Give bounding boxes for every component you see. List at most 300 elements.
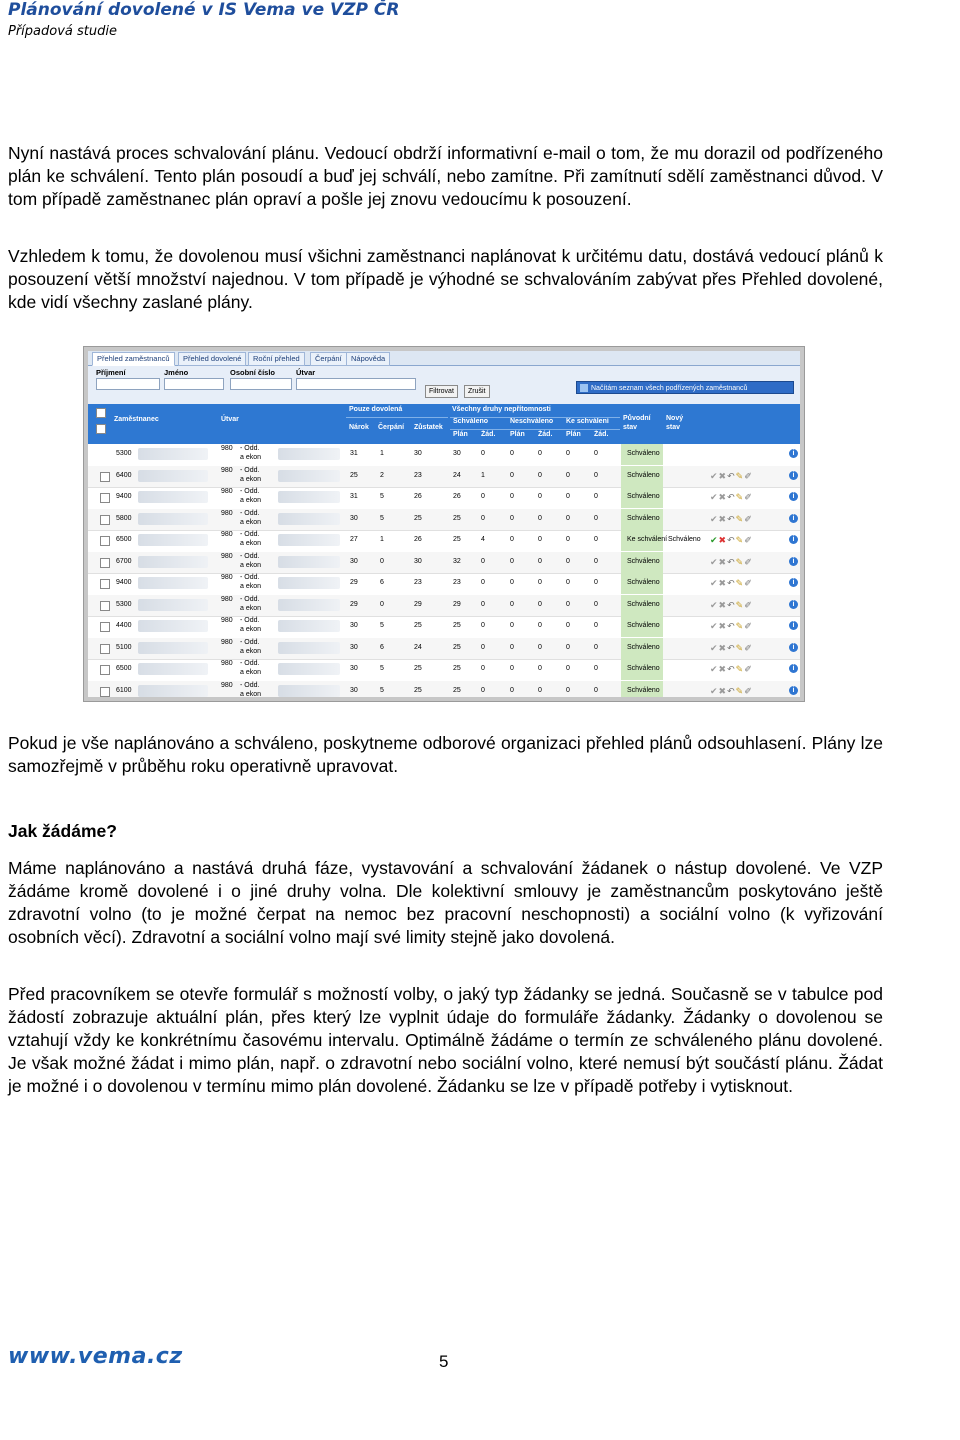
reject-icon[interactable]: ✖ — [718, 578, 728, 588]
value-cell: 25 — [414, 686, 422, 694]
unit-code: 980 — [221, 595, 233, 603]
tab-bar — [88, 351, 800, 366]
undo-icon[interactable]: ↶ — [727, 556, 736, 567]
row-checkbox[interactable] — [100, 515, 110, 525]
vema-logo: www.vema.cz — [8, 1344, 183, 1369]
value-cell: 26 — [414, 493, 422, 500]
row-actions — [710, 664, 753, 675]
employee-name-redacted — [138, 470, 208, 482]
reject-icon[interactable]: ✖ — [718, 492, 728, 502]
employee-name-redacted — [138, 663, 208, 675]
col-group-vsechny-druhy: Všechny druhy nepřítomnosti — [452, 406, 551, 413]
document-subtitle: Případová studie — [8, 24, 117, 39]
value-cell: 30 — [414, 557, 422, 565]
note-icon[interactable]: ✐ — [744, 578, 753, 588]
info-icon[interactable]: i — [789, 664, 798, 673]
col-zad-3: Žád. — [594, 431, 609, 438]
paragraph-union: Pokud je vše naplánováno a schváleno, poskytneme odborové organizaci přehled plánů odsouhlasení. Plány lze samozřejmě v průběhu roku operativně upravovat. — [8, 733, 883, 776]
original-status: Schváleno — [627, 600, 660, 608]
value-cell: 0 — [594, 665, 598, 672]
filter-label-prijmeni: Příjmení — [96, 368, 126, 377]
edit-icon[interactable]: ✎ — [735, 535, 745, 545]
filter-label-osobni-cislo: Osobní číslo — [230, 368, 276, 377]
row-checkbox[interactable] — [100, 687, 110, 697]
reject-icon[interactable]: ✖ — [718, 470, 728, 481]
undo-icon[interactable]: ↶ — [727, 664, 736, 674]
unit-name-redacted — [278, 685, 340, 697]
unit-suffix: - Odd. — [240, 617, 260, 624]
employee-name-redacted — [138, 491, 208, 503]
reject-icon[interactable]: ✖ — [718, 513, 728, 524]
value-cell: 0 — [481, 514, 485, 522]
unit-suffix-2: a ekon — [240, 604, 262, 612]
new-status: Schváleno — [668, 536, 701, 543]
approve-icon[interactable]: ✔ — [710, 664, 719, 674]
employee-id: 9400 — [116, 579, 132, 586]
filter-label-utvar: Útvar — [296, 368, 316, 377]
value-cell: 0 — [510, 579, 514, 586]
table-row[interactable] — [88, 552, 800, 575]
employee-name-redacted — [138, 448, 208, 460]
value-cell: 0 — [481, 450, 485, 457]
value-cell: 0 — [538, 471, 542, 479]
approve-icon[interactable]: ✔ — [710, 513, 719, 524]
row-checkbox[interactable] — [100, 579, 110, 589]
approve-icon[interactable]: ✔ — [710, 599, 719, 610]
info-icon[interactable]: i — [789, 621, 798, 630]
value-cell: 0 — [538, 600, 542, 608]
row-actions — [710, 535, 753, 546]
edit-icon[interactable]: ✎ — [735, 599, 745, 610]
tab-prehled-zamestnancu[interactable]: Přehled zaměstnanců — [92, 352, 175, 366]
value-cell: 0 — [566, 686, 570, 694]
employee-id: 6700 — [116, 557, 132, 565]
original-status: Schváleno — [627, 643, 660, 651]
note-icon[interactable]: ✐ — [744, 492, 753, 502]
info-icon[interactable]: i — [789, 471, 798, 480]
value-cell: 25 — [453, 514, 461, 522]
value-cell: 25 — [414, 622, 422, 629]
edit-icon[interactable]: ✎ — [735, 642, 745, 653]
value-cell: 0 — [594, 643, 598, 651]
reject-icon[interactable]: ✖ — [718, 642, 728, 653]
value-cell: 1 — [481, 471, 485, 479]
undo-icon[interactable]: ↶ — [727, 470, 736, 481]
employee-name-redacted — [138, 620, 208, 632]
value-cell: 0 — [594, 600, 598, 608]
col-plan-1: Plán — [453, 431, 468, 438]
unit-suffix-2: a ekon — [240, 454, 262, 461]
unit-code: 980 — [221, 552, 233, 560]
approve-icon[interactable]: ✔ — [710, 535, 719, 545]
load-all-button[interactable] — [576, 381, 794, 394]
unit-name-redacted — [278, 663, 340, 675]
undo-icon[interactable]: ↶ — [727, 535, 736, 545]
value-cell: 0 — [481, 665, 485, 672]
info-icon[interactable]: i — [789, 686, 798, 695]
row-checkbox[interactable] — [100, 472, 110, 482]
unit-code: 980 — [221, 445, 233, 452]
original-status: Schváleno — [627, 686, 660, 694]
table-row[interactable] — [88, 616, 800, 639]
tab-prehled-dovolene[interactable]: Přehled dovolené — [178, 352, 246, 366]
unit-suffix-2: a ekon — [240, 647, 262, 655]
edit-icon[interactable]: ✎ — [735, 492, 745, 502]
note-icon[interactable]: ✐ — [744, 556, 753, 567]
value-cell: 0 — [380, 600, 384, 608]
unit-suffix: - Odd. — [240, 595, 260, 603]
employee-id: 6100 — [116, 686, 132, 694]
value-cell: 2 — [380, 471, 384, 479]
info-icon[interactable]: i — [789, 514, 798, 523]
table-row[interactable] — [88, 530, 800, 553]
employee-name-redacted — [138, 642, 208, 654]
value-cell: 23 — [414, 471, 422, 479]
value-cell: 0 — [566, 579, 570, 586]
value-cell: 29 — [414, 600, 422, 608]
row-actions — [710, 686, 753, 697]
unit-suffix: - Odd. — [240, 531, 260, 538]
value-cell: 0 — [594, 536, 598, 543]
value-cell: 0 — [594, 579, 598, 586]
reject-icon[interactable]: ✖ — [718, 599, 728, 610]
value-cell: 0 — [538, 536, 542, 543]
unit-suffix-2: a ekon — [240, 669, 262, 676]
undo-icon[interactable]: ↶ — [727, 621, 736, 631]
value-cell: 0 — [594, 450, 598, 457]
undo-icon[interactable]: ↶ — [727, 642, 736, 653]
undo-icon[interactable]: ↶ — [727, 492, 736, 502]
unit-suffix: - Odd. — [240, 681, 260, 689]
col-puvodni-stav: Původní stav — [623, 415, 651, 431]
unit-name-redacted — [278, 620, 340, 632]
unit-suffix-2: a ekon — [240, 540, 262, 547]
col-cerpani: Čerpání — [378, 424, 405, 431]
table-row[interactable] — [88, 573, 800, 596]
unit-code: 980 — [221, 466, 233, 474]
value-cell: 0 — [510, 450, 514, 457]
value-cell: 0 — [380, 557, 384, 565]
unit-name-redacted — [278, 513, 340, 525]
paragraph-form: Před pracovníkem se otevře formulář s možností volby, o jaký typ žádanky se jedná. Současně se v tabulce pod žádostí zobrazuje aktuální plán, přes který lze vyplnit údaje do formuláře žádanky. Žádanky o dovolenou se vztahují vždy ke konkrétnímu časovému intervalu. Optimálně žádáme o termín ze schváleného plánu dovolené. Je však možné žádat i mimo plán, např. o zdravotní nebo sociální volno, které nemusí být součástí plánu. Žádat je možné i o dovolenou v termínu mimo plán dovolené. Žádanku se lze v případě potřeby i vytisknout. — [8, 984, 883, 1096]
paragraph-overview: Vzhledem k tomu, že dovolenou musí všichni zaměstnanci naplánovat k určitému datu, dostává vedoucí plánů k posouzení větší množství najednou. V tom případě je výhodné se schvalováním zabývat přes Přehled dovolené, kde vidí všechny zaslané plány. — [8, 246, 883, 312]
note-icon[interactable]: ✐ — [744, 685, 753, 696]
approve-icon[interactable]: ✔ — [710, 492, 719, 502]
table-row[interactable] — [88, 681, 800, 698]
unit-code: 980 — [221, 574, 233, 581]
original-status: Schváleno — [627, 557, 660, 565]
edit-icon[interactable]: ✎ — [735, 513, 745, 524]
edit-icon[interactable]: ✎ — [735, 664, 745, 674]
value-cell: 25 — [453, 686, 461, 694]
unit-suffix: - Odd. — [240, 660, 260, 667]
original-status: Schváleno — [627, 493, 660, 500]
unit-suffix-2: a ekon — [240, 690, 262, 697]
value-cell: 0 — [538, 493, 542, 500]
value-cell: 27 — [350, 536, 358, 543]
paragraph-approval: Nyní nastává proces schvalování plánu. Vedoucí obdrží informativní e-mail o tom, že mu dorazil od podřízeného plán ke schválení. Tento plán posoudí a buď jej schválí, nebo zamítne. Při zamítnutí sdělí zaměstnanci důvod. V tom případě zaměstnanec plán opraví a pošle jej znovu vedoucímu k posouzení. — [8, 143, 883, 209]
approve-icon[interactable]: ✔ — [710, 470, 719, 481]
info-icon[interactable]: i — [789, 600, 798, 609]
edit-icon[interactable]: ✎ — [735, 470, 745, 481]
value-cell: 0 — [510, 665, 514, 672]
note-icon[interactable]: ✐ — [744, 664, 753, 674]
value-cell: 32 — [453, 557, 461, 565]
unit-code: 980 — [221, 638, 233, 646]
row-actions — [710, 557, 753, 568]
col-plan-2: Plán — [510, 431, 525, 438]
note-icon[interactable]: ✐ — [744, 642, 753, 653]
value-cell: 0 — [510, 686, 514, 694]
employee-id: 5300 — [116, 600, 132, 608]
value-cell: 26 — [414, 536, 422, 543]
reset-button[interactable]: Zrušit — [464, 385, 490, 398]
value-cell: 0 — [510, 471, 514, 479]
col-zamestnanec[interactable]: Zaměstnanec — [114, 416, 159, 423]
reject-icon[interactable]: ✖ — [718, 556, 728, 567]
col-utvar[interactable]: Útvar — [221, 416, 239, 423]
original-status: Schváleno — [627, 514, 660, 522]
row-checkbox[interactable] — [100, 558, 110, 568]
value-cell: 0 — [538, 579, 542, 586]
page-number: 5 — [439, 1352, 449, 1371]
filter-input-osobni-cislo[interactable] — [230, 378, 292, 390]
info-icon[interactable]: i — [789, 643, 798, 652]
tab-cerpani[interactable]: Čerpání — [310, 352, 347, 366]
row-checkbox[interactable] — [100, 665, 110, 675]
filter-label-jmeno: Jméno — [164, 368, 189, 377]
col-zad-2: Žád. — [538, 431, 553, 438]
employee-id: 4400 — [116, 622, 132, 629]
tab-napoveda[interactable]: Nápověda — [346, 352, 390, 366]
original-status: Schváleno — [627, 665, 660, 672]
value-cell: 25 — [453, 643, 461, 651]
unit-name-redacted — [278, 556, 340, 568]
value-cell: 24 — [414, 643, 422, 651]
col-zad-1: Žád. — [481, 431, 496, 438]
unit-name-redacted — [278, 577, 340, 589]
value-cell: 0 — [594, 471, 598, 479]
value-cell: 0 — [510, 536, 514, 543]
col-group-pouze-dovolena: Pouze dovolená — [349, 406, 403, 413]
reject-icon[interactable]: ✖ — [718, 535, 728, 545]
value-cell: 6 — [380, 579, 384, 586]
info-icon[interactable]: i — [789, 535, 798, 544]
filter-input-prijmeni[interactable] — [96, 378, 160, 390]
value-cell: 25 — [453, 622, 461, 629]
value-cell: 30 — [414, 450, 422, 457]
employee-name-redacted — [138, 556, 208, 568]
section-heading: Jak žádáme? — [8, 821, 117, 841]
document-title: Plánování dovolené v IS Vema ve VZP ČR — [8, 0, 400, 20]
row-actions — [710, 492, 753, 503]
employee-id: 9400 — [116, 493, 132, 500]
unit-code: 980 — [221, 617, 233, 624]
value-cell: 0 — [481, 493, 485, 500]
list-icon — [580, 384, 588, 392]
unit-code: 980 — [221, 488, 233, 495]
unit-name-redacted — [278, 491, 340, 503]
filter-input-jmeno[interactable] — [164, 378, 224, 390]
value-cell: 25 — [414, 514, 422, 522]
note-icon[interactable]: ✐ — [744, 599, 753, 610]
unit-suffix: - Odd. — [240, 466, 260, 474]
value-cell: 31 — [350, 493, 358, 500]
table-row[interactable] — [88, 509, 800, 532]
table-row[interactable] — [88, 595, 800, 618]
edit-icon[interactable]: ✎ — [735, 578, 745, 588]
value-cell: 25 — [414, 665, 422, 672]
edit-icon[interactable]: ✎ — [735, 685, 745, 696]
info-icon[interactable]: i — [789, 578, 798, 587]
reject-icon[interactable]: ✖ — [718, 685, 728, 696]
value-cell: 0 — [481, 622, 485, 629]
select-all-checkbox[interactable] — [96, 408, 106, 418]
unit-suffix: - Odd. — [240, 574, 260, 581]
unit-suffix-2: a ekon — [240, 475, 262, 483]
value-cell: 0 — [510, 493, 514, 500]
value-cell: 30 — [350, 622, 358, 629]
deselect-checkbox[interactable] — [96, 424, 106, 434]
value-cell: 1 — [380, 450, 384, 457]
col-zustatek: Zůstatek — [414, 424, 443, 431]
table-row[interactable] — [88, 466, 800, 489]
value-cell: 24 — [453, 471, 461, 479]
value-cell: 0 — [566, 514, 570, 522]
undo-icon[interactable]: ↶ — [727, 578, 736, 588]
approve-icon[interactable]: ✔ — [710, 685, 719, 696]
info-icon[interactable]: i — [789, 557, 798, 566]
value-cell: 0 — [594, 493, 598, 500]
row-actions — [710, 600, 753, 611]
value-cell: 5 — [380, 493, 384, 500]
value-cell: 0 — [481, 686, 485, 694]
row-checkbox[interactable] — [100, 622, 110, 632]
row-checkbox[interactable] — [100, 644, 110, 654]
value-cell: 0 — [510, 643, 514, 651]
approve-icon[interactable]: ✔ — [710, 642, 719, 653]
unit-name-redacted — [278, 642, 340, 654]
load-all-label: Načítám seznam všech podřízených zaměstnanců — [591, 385, 748, 392]
value-cell: 25 — [453, 665, 461, 672]
value-cell: 29 — [453, 600, 461, 608]
employee-id: 6500 — [116, 665, 132, 672]
unit-name-redacted — [278, 599, 340, 611]
paragraph-requests: Máme naplánováno a nastává druhá fáze, vystavování a schvalování žádanek o nástup dovolené. Ve VZP žádáme kromě dovolené i o jiné druhy volna. Dle kolektivní smlouvy je zaměstnancům poskytováno ještě zdravotní volno (to je možné čerpat na nemoc bez pracovní neschopnosti) a sociální volno (k vyřizování osobních věcí). Zdravotní a sociální volno mají své limity stejně jako dovolená. — [8, 858, 883, 947]
value-cell: 0 — [566, 622, 570, 629]
note-icon[interactable]: ✐ — [744, 513, 753, 524]
value-cell: 0 — [538, 514, 542, 522]
table-header — [88, 404, 800, 444]
table-row[interactable] — [88, 638, 800, 661]
value-cell: 0 — [594, 622, 598, 629]
value-cell: 0 — [510, 600, 514, 608]
value-cell: 0 — [566, 536, 570, 543]
value-cell: 0 — [594, 686, 598, 694]
value-cell: 0 — [510, 514, 514, 522]
value-cell: 30 — [350, 665, 358, 672]
undo-icon[interactable]: ↶ — [727, 685, 736, 696]
info-icon[interactable]: i — [789, 449, 798, 458]
value-cell: 30 — [350, 686, 358, 694]
approve-icon[interactable]: ✔ — [710, 578, 719, 588]
value-cell: 0 — [566, 643, 570, 651]
unit-name-redacted — [278, 470, 340, 482]
row-checkbox[interactable] — [100, 493, 110, 503]
col-plan-3: Plán — [566, 431, 581, 438]
tab-rocni-prehled[interactable]: Roční přehled — [248, 352, 305, 366]
approve-icon[interactable]: ✔ — [710, 556, 719, 567]
unit-suffix: - Odd. — [240, 445, 260, 452]
value-cell: 0 — [566, 600, 570, 608]
value-cell: 0 — [566, 665, 570, 672]
unit-code: 980 — [221, 660, 233, 667]
reject-icon[interactable]: ✖ — [718, 621, 728, 631]
value-cell: 30 — [350, 643, 358, 651]
unit-code: 980 — [221, 681, 233, 689]
filter-select-utvar[interactable] — [296, 378, 416, 390]
value-cell: 5 — [380, 665, 384, 672]
value-cell: 0 — [566, 450, 570, 457]
unit-suffix: - Odd. — [240, 552, 260, 560]
row-checkbox[interactable] — [100, 536, 110, 546]
filter-button[interactable]: Filtrovat — [425, 385, 458, 398]
employee-name-redacted — [138, 577, 208, 589]
row-checkbox[interactable] — [100, 601, 110, 611]
unit-code: 980 — [221, 509, 233, 517]
value-cell: 0 — [566, 471, 570, 479]
value-cell: 5 — [380, 686, 384, 694]
value-cell: 5 — [380, 622, 384, 629]
employee-name-redacted — [138, 685, 208, 697]
value-cell: 0 — [538, 686, 542, 694]
unit-suffix-2: a ekon — [240, 497, 262, 504]
table-row[interactable] — [88, 444, 800, 467]
value-cell: 29 — [350, 600, 358, 608]
unit-code: 980 — [221, 531, 233, 538]
value-cell: 0 — [481, 643, 485, 651]
value-cell: 0 — [481, 557, 485, 565]
note-icon[interactable]: ✐ — [744, 621, 753, 631]
info-icon[interactable]: i — [789, 492, 798, 501]
unit-suffix-2: a ekon — [240, 626, 262, 633]
col-narok: Nárok — [349, 424, 369, 431]
note-icon[interactable]: ✐ — [744, 470, 753, 481]
unit-suffix-2: a ekon — [240, 561, 262, 569]
edit-icon[interactable]: ✎ — [735, 556, 745, 567]
value-cell: 0 — [566, 557, 570, 565]
value-cell: 25 — [453, 536, 461, 543]
unit-suffix: - Odd. — [240, 638, 260, 646]
value-cell: 0 — [538, 450, 542, 457]
value-cell: 0 — [481, 579, 485, 586]
value-cell: 23 — [414, 579, 422, 586]
value-cell: 0 — [538, 557, 542, 565]
edit-icon[interactable]: ✎ — [735, 621, 745, 631]
reject-icon[interactable]: ✖ — [718, 664, 728, 674]
value-cell: 29 — [350, 579, 358, 586]
value-cell: 0 — [538, 665, 542, 672]
table-row[interactable] — [88, 487, 800, 510]
value-cell: 0 — [510, 622, 514, 629]
approve-icon[interactable]: ✔ — [710, 621, 719, 631]
note-icon[interactable]: ✐ — [744, 535, 753, 545]
undo-icon[interactable]: ↶ — [727, 599, 736, 610]
table-row[interactable] — [88, 659, 800, 682]
row-actions — [710, 514, 753, 525]
employee-id: 5100 — [116, 643, 132, 651]
undo-icon[interactable]: ↶ — [727, 513, 736, 524]
